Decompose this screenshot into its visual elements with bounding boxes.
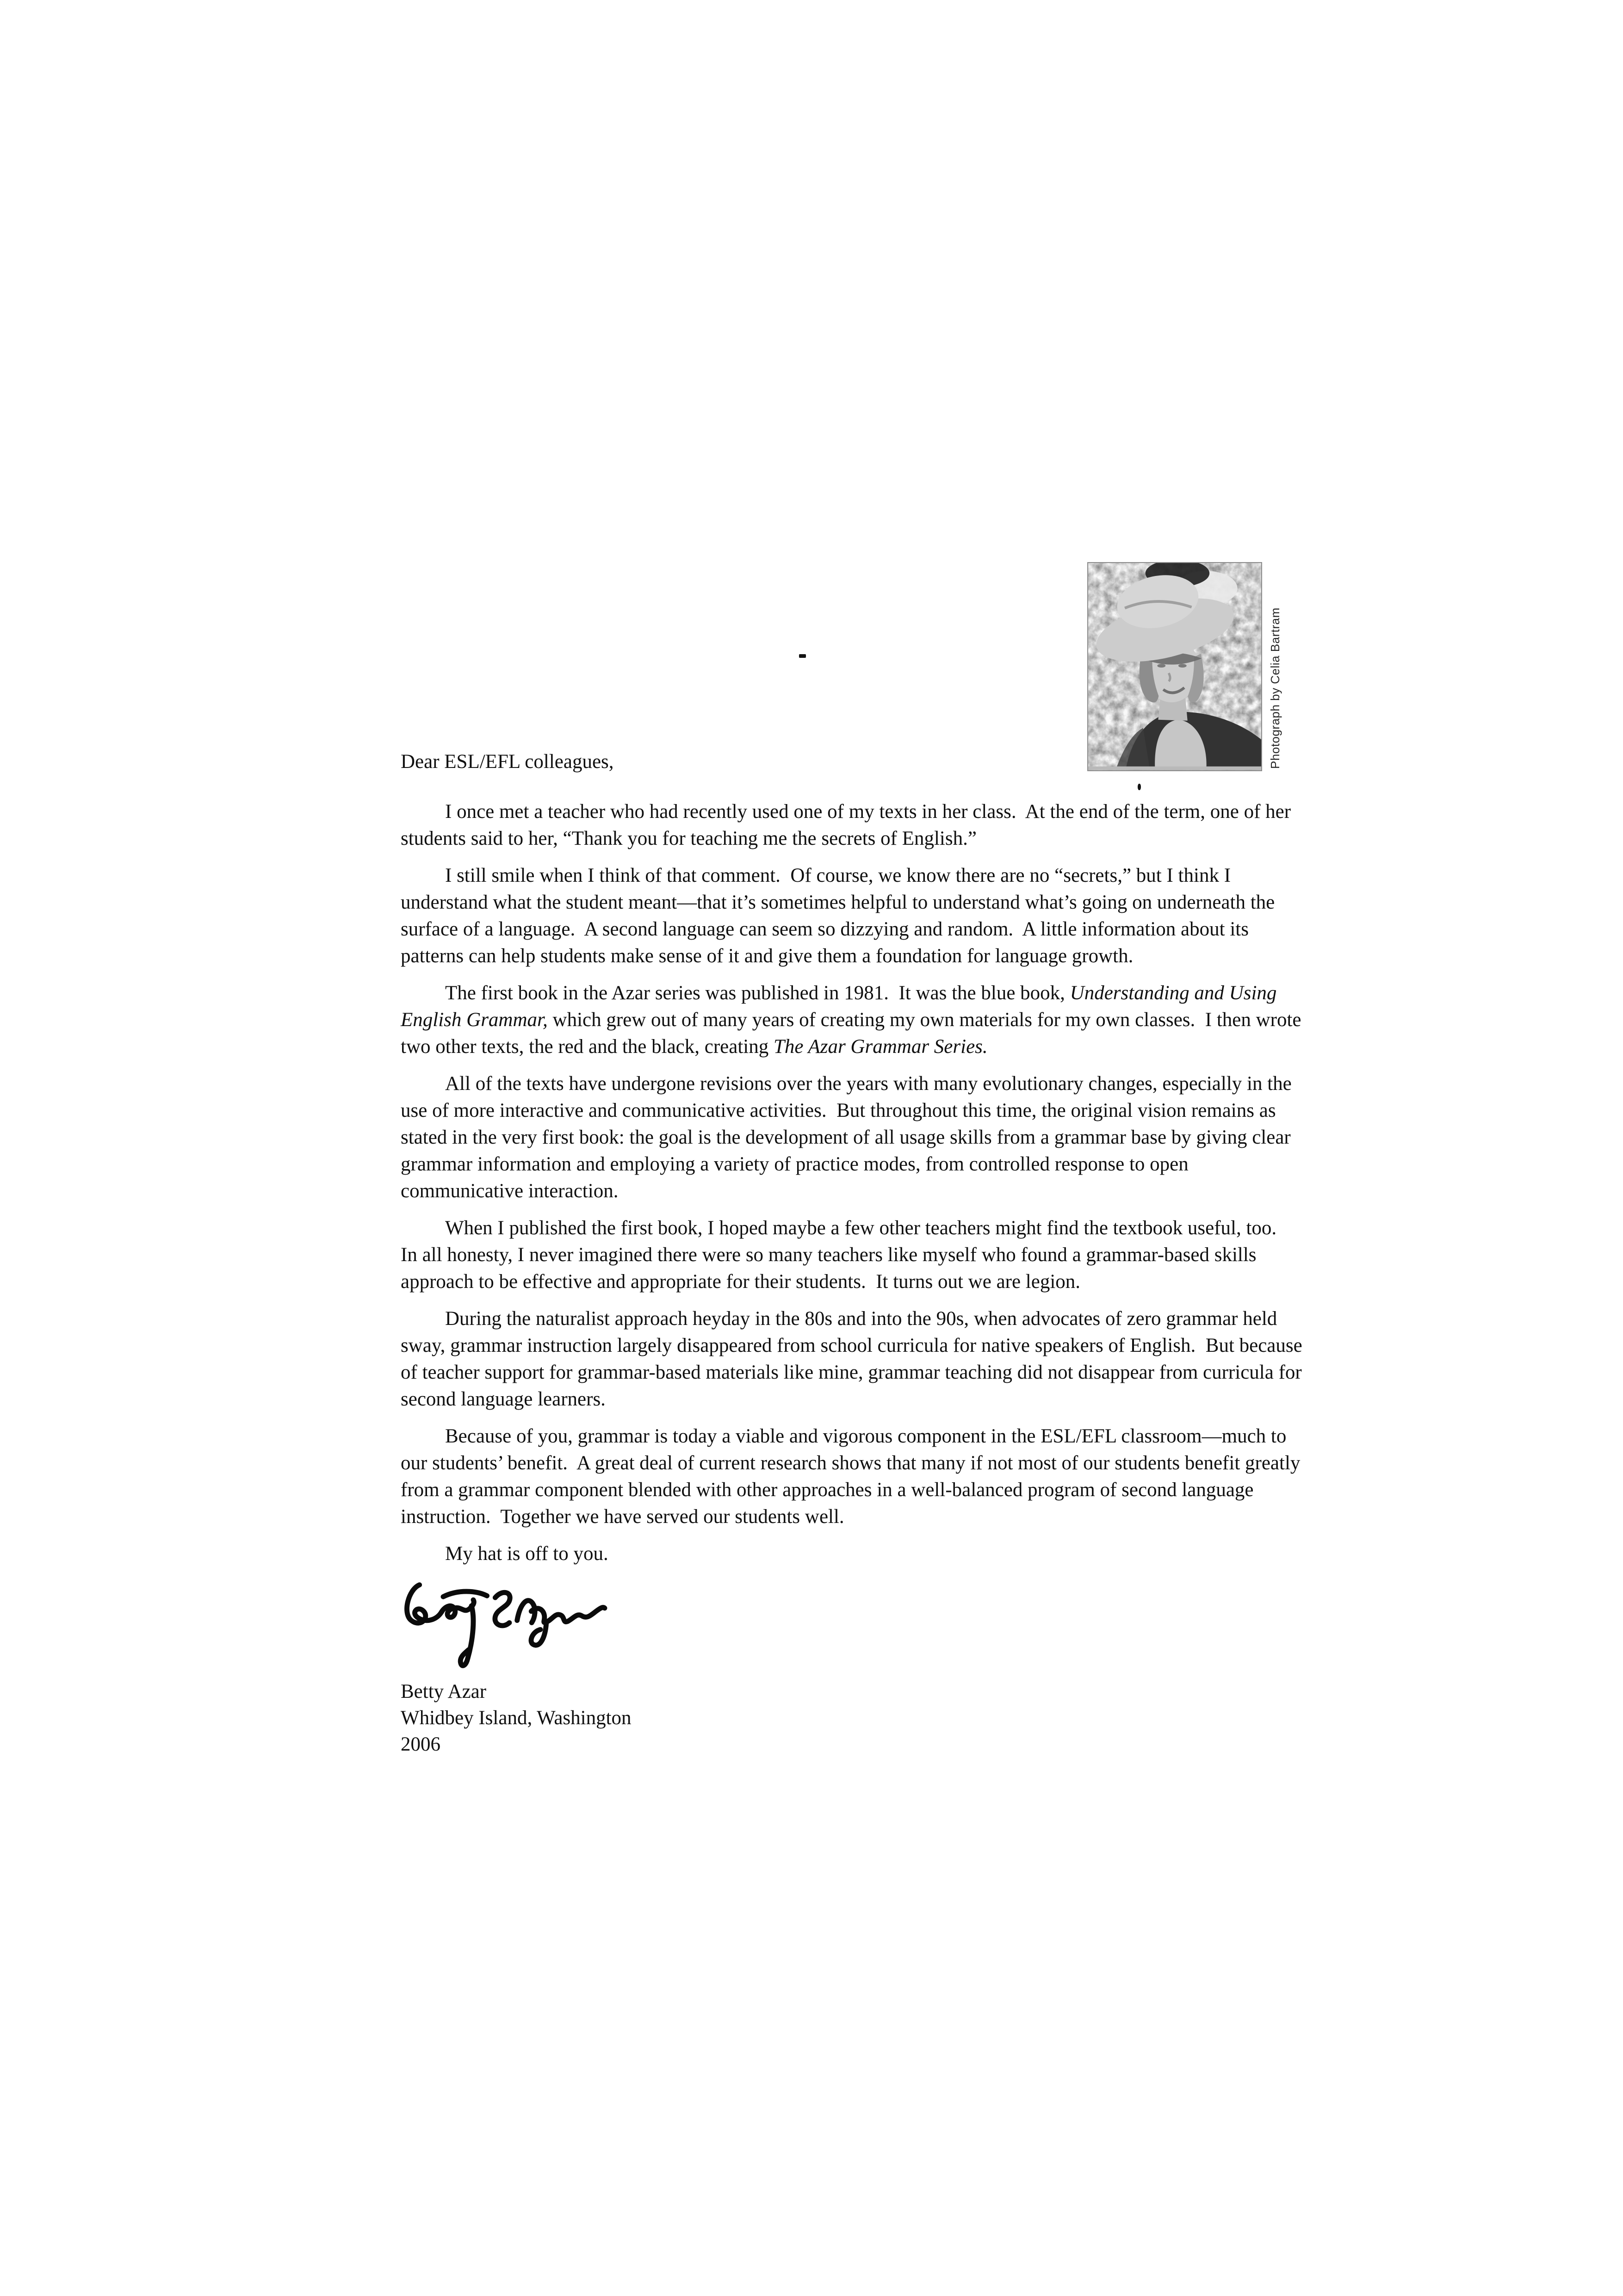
- letter-paragraph-1: [401, 798, 1303, 852]
- text-segment: My hat is off to you.: [445, 1543, 608, 1565]
- letter-paragraph-5: [401, 1215, 1303, 1295]
- closing-line: [401, 1541, 1303, 1567]
- letter-paragraph-2: [401, 862, 1303, 970]
- text-segment-italic-series-title: The Azar Grammar Series.: [773, 1036, 988, 1058]
- author-photo: [1087, 562, 1262, 771]
- handwritten-signature: [398, 1578, 615, 1676]
- photo-credit-text: Photograph by Celia Bartram: [1268, 607, 1282, 769]
- signature-scribble: [398, 1578, 615, 1676]
- text-segment: I once met a teacher who had recently used one of my texts in her class. At the end of the term, one of her students said to her, “Thank you for teaching me the secrets of English.”: [401, 801, 1291, 849]
- text-segment: Because of you, grammar is today a viable and vigorous component in the ESL/EFL classroom—much to our students’ benefit. A great deal of current research shows that many if not most of our students benefit greatly from a grammar component blended with other approaches in a well-balanced program of second language instruction. Together we have served our students well.: [401, 1425, 1301, 1528]
- scan-speck: [799, 654, 806, 658]
- text-segment: I still smile when I think of that comment. Of course, we know there are no “secrets,” but I think I understand what the student meant—that it’s sometimes helpful to understand what’s going on underneath the surface of a language. A second language can seem so dizzying and random. A little information about its patterns can help students make sense of it and give them a foundation for language growth.: [401, 865, 1275, 967]
- letter-body: [401, 749, 1303, 1758]
- author-photo-image: [1088, 563, 1261, 770]
- letter-paragraph-7: [401, 1423, 1303, 1530]
- letter-paragraph-4: [401, 1071, 1303, 1205]
- text-segment: During the naturalist approach heyday in the 80s and into the 90s, when advocates of zero grammar held sway, grammar instruction largely disappeared from school curricula for native speakers of English. But because of teacher support for grammar-based materials like mine, grammar teaching did not disappear from curricula for second language learners.: [401, 1308, 1302, 1410]
- letter-paragraph-3: [401, 980, 1303, 1060]
- text-segment-italic-book-title: Understanding and Using English Grammar,: [401, 982, 1277, 1031]
- signer-location: Whidbey Island, Washington: [401, 1707, 632, 1729]
- signer-year: 2006: [401, 1733, 440, 1755]
- text-segment: When I published the first book, I hoped maybe a few other teachers might find the textbook useful, too. In all honesty, I never imagined there were so many teachers like myself who found a grammar-based skills approach to be effective and appropriate for their students. It turns out we are legion.: [401, 1217, 1282, 1293]
- text-segment: The first book in the Azar series was published in 1981. It was the blue book,: [445, 982, 1070, 1004]
- salutation: Dear ESL/EFL colleagues,: [401, 751, 614, 773]
- signer-name: Betty Azar: [401, 1681, 487, 1702]
- text-segment: which grew out of many years of creating my own materials for my own classes. I then wrote two other texts, the red and the black, creating: [401, 1009, 1301, 1058]
- letter-paragraph-6: [401, 1306, 1303, 1413]
- text-segment: All of the texts have undergone revisions over the years with many evolutionary changes, especially in the use of more interactive and communicative activities. But throughout this time, the original vision remains as stated in the very first book: the goal is the development of all usage skills from a grammar base by giving clear grammar information and employing a variety of practice modes, from controlled response to open communicative interaction.: [401, 1073, 1292, 1202]
